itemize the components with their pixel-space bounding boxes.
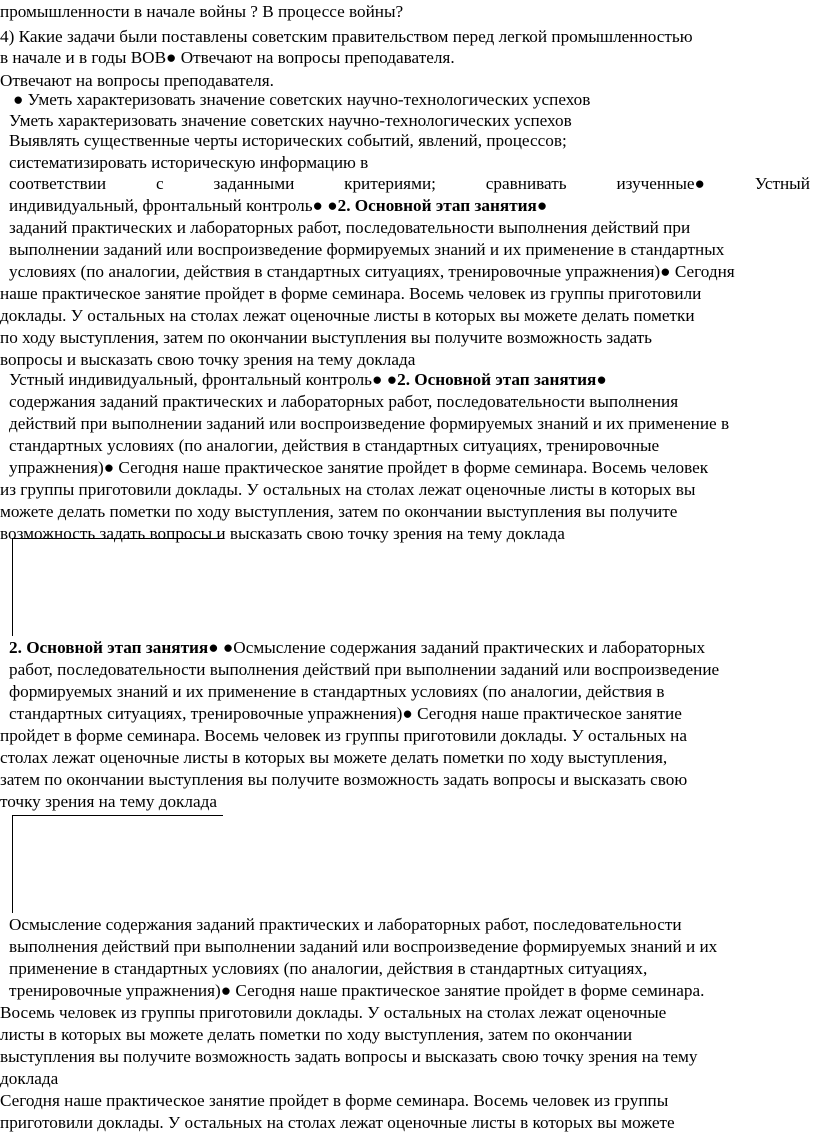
text-line: соответствии с заданными критериями; сравнивать изученные● Устный	[9, 174, 810, 193]
text-line: доклада	[0, 1069, 59, 1088]
text-line: ● Уметь характеризовать значение советских научно-технологических успехов	[13, 90, 591, 109]
text-line: вопросы и высказать свою точку зрения на тему доклада	[0, 350, 416, 369]
text-line: упражнения)● Сегодня наше практическое занятие пройдет в форме семинара. Восемь человек	[9, 458, 709, 477]
text-line: условиях (по аналогии, действия в стандартных ситуациях, тренировочные упражнения)● Сегодня	[9, 262, 735, 281]
text-line: столах лежат оценочные листы в которых вы можете делать пометки по ходу выступления,	[0, 748, 668, 767]
text-line: промышленности в начале войны ? В процессе войны?	[0, 2, 404, 21]
text-line: можете делать пометки по ходу выступления, затем по окончании выступления вы получите	[0, 502, 678, 521]
text-line: Сегодня наше практическое занятие пройдет в форме семинара. Восемь человек из группы	[0, 1091, 669, 1110]
text-line: 2. Основной этап занятия● ●Осмысление содержания заданий практических и лабораторных	[9, 638, 706, 657]
text-line: стандартных условиях (по аналогии, действия в стандартных ситуациях, тренировочные	[9, 436, 660, 455]
text-line: доклады. У остальных на столах лежат оценочные листы в которых вы можете делать пометки	[0, 306, 695, 325]
text-line: применение в стандартных условиях (по аналогии, действия в стандартных ситуациях,	[9, 959, 648, 978]
text-line: Уметь характеризовать значение советских научно-технологических успехов	[9, 111, 572, 130]
text-line: затем по окончании выступления вы получите возможность задать вопросы и высказать свою	[0, 770, 688, 789]
text-line: систематизировать историческую информацию в	[9, 153, 369, 172]
text-line: пройдет в форме семинара. Восемь человек из группы приготовили доклады. У остальных на	[0, 726, 687, 745]
text-line: тренировочные упражнения)● Сегодня наше практическое занятие пройдет в форме семинара.	[9, 981, 705, 1000]
text-line: работ, последовательности выполнения действий при выполнении заданий или воспроизведение	[9, 660, 720, 679]
text-line: выступления вы получите возможность задать вопросы и высказать свою точку зрения на тему	[0, 1047, 698, 1066]
empty-table-box-2	[12, 815, 223, 913]
text-line: выполнения действий при выполнении заданий или воспроизведение формируемых знаний и их	[9, 937, 718, 956]
text-line: 4) Какие задачи были поставлены советским правительством перед легкой промышленностью	[0, 27, 693, 46]
text-line: Устный индивидуальный, фронтальный контроль● ●2. Основной этап занятия●	[9, 370, 607, 389]
text-line: выполнении заданий или воспроизведение формируемых знаний и их применение в стандартных	[9, 240, 725, 259]
text-line: из группы приготовили доклады. У остальных на столах лежат оценочные листы в которых вы	[0, 480, 696, 499]
empty-table-box-1	[12, 538, 223, 636]
text-line: возможность задать вопросы и высказать свою точку зрения на тему доклада	[0, 524, 565, 543]
text-line: Осмысление содержания заданий практических и лабораторных работ, последовательности	[9, 915, 682, 934]
text-line: формируемых знаний и их применение в стандартных условиях (по аналогии, действия в	[9, 682, 665, 701]
text-line: Отвечают на вопросы преподавателя.	[0, 71, 274, 90]
text-line: в начале и в годы ВОВ● Отвечают на вопросы преподавателя.	[0, 48, 455, 67]
text-line: наше практическое занятие пройдет в форме семинара. Восемь человек из группы приготовили	[0, 284, 702, 303]
text-line: индивидуальный, фронтальный контроль● ●2. Основной этап занятия●	[9, 196, 548, 215]
text-line: содержания заданий практических и лабораторных работ, последовательности выполнения	[9, 392, 679, 411]
text-line: приготовили доклады. У остальных на столах лежат оценочные листы в которых вы можете	[0, 1113, 675, 1132]
text-line: заданий практических и лабораторных работ, последовательности выполнения действий при	[9, 218, 691, 237]
text-line: Восемь человек из группы приготовили доклады. У остальных на столах лежат оценочные	[0, 1003, 667, 1022]
text-line: листы в которых вы можете делать пометки по ходу выступления, затем по окончании	[0, 1025, 633, 1044]
text-line: точку зрения на тему доклада	[0, 792, 217, 811]
text-line: действий при выполнении заданий или воспроизведение формируемых знаний и их применение в	[9, 414, 730, 433]
text-line: Выявлять существенные черты исторических событий, явлений, процессов;	[9, 131, 567, 150]
text-line: по ходу выступления, затем по окончании выступления вы получите возможность задать	[0, 328, 653, 347]
text-line: стандартных ситуациях, тренировочные упражнения)● Сегодня наше практическое занятие	[9, 704, 682, 723]
